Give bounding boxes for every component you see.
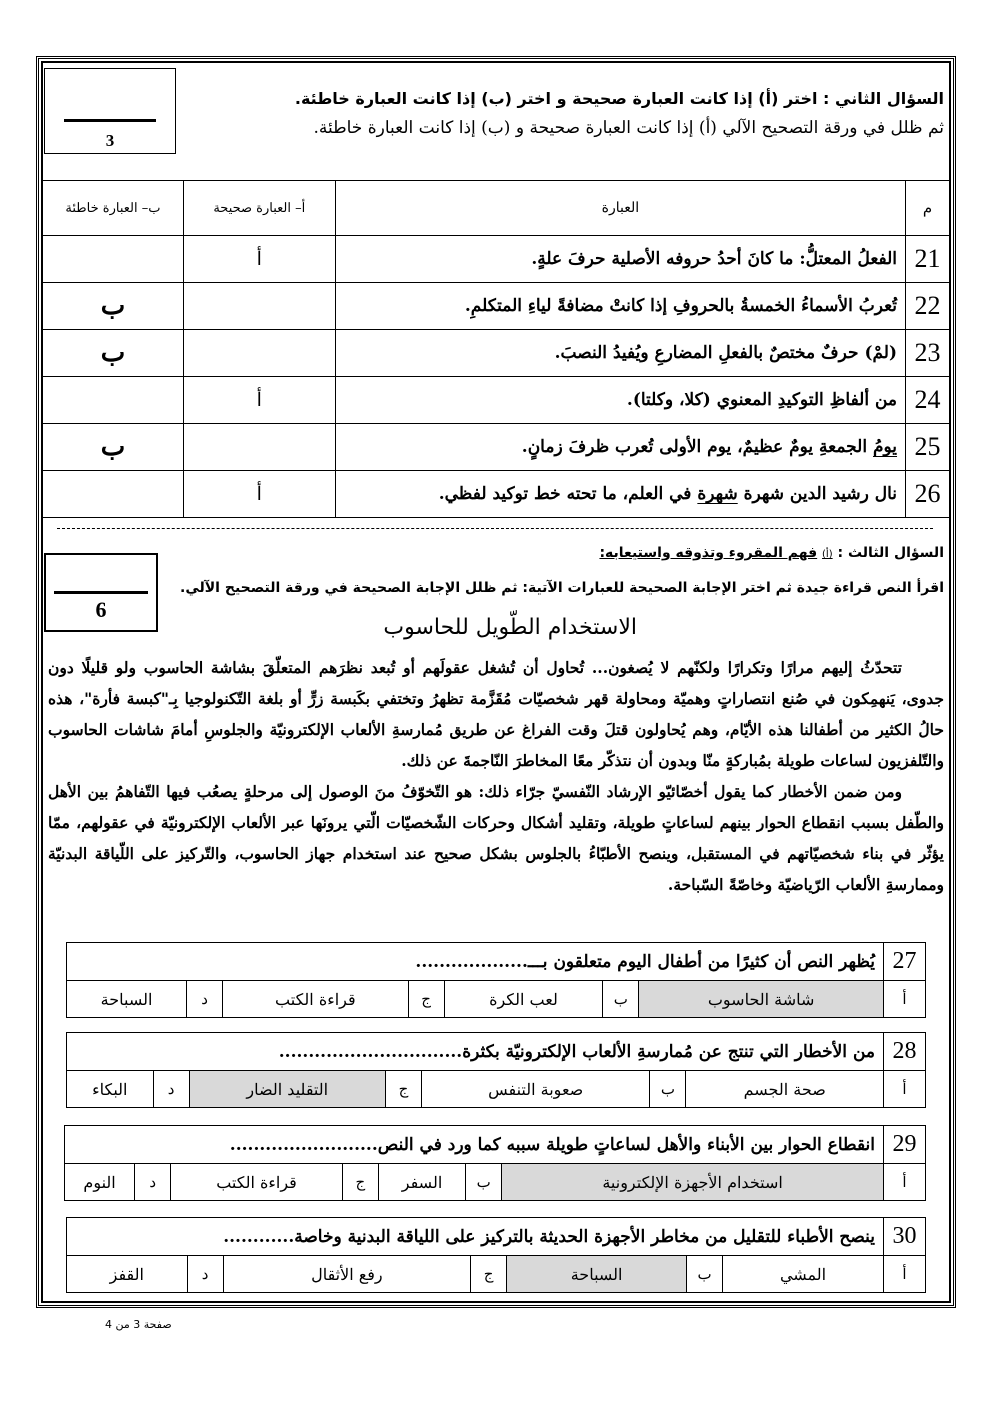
table-header-row (43, 181, 950, 236)
option-letter: د (135, 1164, 171, 1201)
table-row (43, 330, 950, 377)
question3-title (599, 545, 944, 561)
option-d[interactable]: السباحة (67, 981, 187, 1018)
row-statement: (لمْ) حرفٌ مختصٌ بالفعلِ المضارعِ ويُفيدُ النصبَ. (335, 330, 905, 377)
option-c[interactable]: رفع الأثقال (223, 1256, 471, 1293)
section-letter: (أ) (822, 549, 833, 560)
header-statement: العبارة (335, 181, 905, 236)
option-d[interactable]: القفز (67, 1256, 188, 1293)
title-separator: : (832, 545, 848, 561)
question2-header (184, 86, 944, 144)
answer-correct-cell[interactable]: أ (183, 471, 335, 518)
question2-title (184, 86, 944, 112)
option-letter: ب (466, 1164, 502, 1201)
option-letter: أ (884, 981, 926, 1018)
score-value: 3 (105, 131, 115, 150)
score-blank-line (54, 591, 148, 594)
option-a[interactable]: صحة الجسم (686, 1071, 884, 1108)
option-b[interactable]: السباحة (507, 1256, 687, 1293)
option-d[interactable]: النوم (65, 1164, 135, 1201)
row-number: 22 (906, 283, 950, 330)
table-row (43, 283, 950, 330)
question-text: يُظهر النص أن كثيرًا من أطفال اليوم متعلقون بـــ................... (67, 943, 884, 981)
option-letter: ب (687, 1256, 723, 1293)
question-text: انقطاع الحوار بين الأبناء والأهل لساعاتٍ طويلة سببه كما ورد في النص......................... (65, 1126, 884, 1164)
mcq-question-27 (66, 942, 926, 1018)
answer-wrong-cell[interactable] (43, 471, 184, 518)
answer-wrong-cell[interactable]: ب (43, 330, 184, 377)
section-separator (57, 528, 933, 529)
answer-correct-cell[interactable] (183, 424, 335, 471)
option-b[interactable]: السفر (378, 1164, 465, 1201)
option-letter: أ (884, 1071, 926, 1108)
question2-label: السؤال الثاني (835, 89, 944, 108)
option-a[interactable]: المشي (723, 1256, 884, 1293)
option-letter: ج (471, 1256, 507, 1293)
question2-subtitle: ثم ظلل في ورقة التصحيح الآلي (أ) إذا كانت العبارة صحيحة و (ب) إذا كانت العبارة خاطئة. (313, 118, 944, 138)
row-number: 21 (906, 236, 950, 283)
question-number: 28 (884, 1033, 926, 1071)
answer-wrong-cell[interactable]: ب (43, 283, 184, 330)
question-number: 30 (884, 1218, 926, 1256)
underlined-word: شهرة (697, 484, 738, 504)
header-correct: أ– العبارة صحيحة (183, 181, 335, 236)
option-c[interactable]: التقليد الضار (189, 1071, 385, 1108)
passage-paragraph: تتحدّثُ إليهم مرارًا وتكرارًا ولكنّهم لا يُصغون... تُحاول أن تُشغل عقولَهم أو تُبعد نظرَهم المتعلّقَ بشاشة الحاسوب ولو قليلًا دون جدوى، يَنهمِكون في صُنع انتصاراتٍ وهميّة ومحاولة قهر شخصيّات مُقَزَّمة تظهرُ وتختفي بكَبسة زرٍّ أو بلغة التّكنولوجيا بِـ"كبسة فأرة"، هذه حالُ الكثير من أطفالنا هذه الأيّام، وهم يُحاولون قتلَ وقت الفراغ عن طريق مُمارسةِ الألعاب الإلكترونيّة والجلوسِ أمامَ شاشات الحاسوب والتّلفزيون لساعات طويلة بمُباركةٍ منّا وبدون أن نتذكّر معًا المخاطرَ النّاجمةَ عن ذلك. (48, 658, 944, 770)
page-number: صفحة 3 من 4 (105, 1318, 172, 1331)
answer-correct-cell[interactable] (183, 283, 335, 330)
row-number: 23 (906, 330, 950, 377)
question-text: ينصح الأطباء للتقليل من مخاطر الأجهزة الحديثة بالتركيز على اللياقة البدنية وخاصة............ (67, 1218, 884, 1256)
score-blank-line (64, 119, 156, 122)
option-letter: ب (603, 981, 639, 1018)
option-letter: ج (408, 981, 444, 1018)
row-statement: الفعلُ المعتلُّ: ما كانَ أحدُ حروفه الأصلية حرفَ علةٍ. (335, 236, 905, 283)
row-statement: تُعربُ الأسماءُ الخمسةُ بالحروفِ إذا كانتْ مضافةً لياءِ المتكلمِ. (335, 283, 905, 330)
question-text: من الأخطار التي تنتج عن مُمارسةِ الألعاب الإلكترونيّة بكثرة............................... (67, 1033, 884, 1071)
table-row (43, 236, 950, 283)
score-box-question3 (44, 553, 158, 632)
question3-instruction: اقرأ النص قراءة جيدة ثم اختر الإجابة الصحيحة للعبارات الآتية: ثم ظلل الإجابة الصحيحة في ورقة التصحيح الآلي. (180, 580, 944, 596)
title-separator: : (817, 89, 836, 108)
option-letter: ج (385, 1071, 421, 1108)
question-number: 27 (884, 943, 926, 981)
section-title: فهم المقروء وتذوقه واستيعابه: (599, 545, 818, 561)
question2-instruction: اختر (أ) إذا كانت العبارة صحيحة و اختر (ب) إذا كانت العبارة خاطئة. (294, 89, 818, 108)
answer-correct-cell[interactable]: أ (183, 377, 335, 424)
underlined-word: يومُ (872, 437, 898, 457)
answer-correct-cell[interactable] (183, 330, 335, 377)
mcq-question-29 (64, 1125, 926, 1201)
statement-rest: في العلم، ما تحته خط توكيد لفظي. (438, 484, 698, 504)
row-number: 26 (906, 471, 950, 518)
option-letter: أ (884, 1164, 926, 1201)
option-c[interactable]: قراءة الكتب (223, 981, 409, 1018)
option-letter: د (187, 981, 223, 1018)
option-d[interactable]: البكاء (67, 1071, 154, 1108)
table-row (43, 424, 950, 471)
option-letter: د (153, 1071, 189, 1108)
option-b[interactable]: صعوبة التنفس (421, 1071, 649, 1108)
row-number: 25 (906, 424, 950, 471)
header-num: م (906, 181, 950, 236)
question3-label: السؤال الثالث (847, 545, 944, 561)
statement-rest: الجمعةِ يومٌ عظيمٌ، يوم الأولى تُعرب ظرفَ زمانٍ. (521, 437, 873, 457)
row-number: 24 (906, 377, 950, 424)
header-wrong: ب– العبارة خاطئة (43, 181, 184, 236)
row-statement: من ألفاظِ التوكيدِ المعنوي (كلا، وكلتا). (335, 377, 905, 424)
answer-wrong-cell[interactable] (43, 377, 184, 424)
score-value: 6 (95, 597, 107, 622)
option-a[interactable]: شاشة الحاسوب (639, 981, 884, 1018)
option-b[interactable]: لعب الكرة (444, 981, 603, 1018)
statement-pre: نال رشيد الدين شهرة (737, 484, 898, 504)
option-a[interactable]: استخدام الأجهزة الإلكترونية (502, 1164, 884, 1201)
option-letter: أ (884, 1256, 926, 1293)
reading-text-title: الاستخدام الطّويل للحاسوب (383, 615, 637, 640)
reading-passage (48, 652, 944, 900)
row-statement (335, 471, 905, 518)
table-row (43, 471, 950, 518)
option-c[interactable]: قراءة الكتب (171, 1164, 343, 1201)
answer-wrong-cell[interactable] (43, 236, 184, 283)
answer-wrong-cell[interactable]: ب (43, 424, 184, 471)
true-false-table (42, 180, 950, 518)
table-row (43, 377, 950, 424)
row-statement (335, 424, 905, 471)
option-letter: د (187, 1256, 223, 1293)
option-letter: ب (650, 1071, 686, 1108)
answer-correct-cell[interactable]: أ (183, 236, 335, 283)
option-letter: ج (342, 1164, 378, 1201)
mcq-question-30 (66, 1217, 926, 1293)
mcq-question-28 (66, 1032, 926, 1108)
passage-paragraph: ومن ضمن الأخطار كما يقول أخصّائيّو الإرشاد النّفسيّ جرّاء ذلك: هو التّخوّفُ منَ الوصول إلى مرحلةٍ يصعُب فيها التّفاهمُ بين الأهل والطّفل بسبب انقطاع الحوار بينهم لساعاتٍ طويلة، وتقليد أشكال وحركات الشّخصيّات الّتي يرونَها عبر الألعاب الإلكترونيّة في عقولهم، ممّا يؤثّر في بناء شخصيّاتهم في المستقبل، وينصح الأطبّاءُ بالجلوس بشكل صحيح عند استخدام جهاز الحاسوب، والتّركيز على اللّياقة البدنيّة وممارسةِ الألعاب الرّياضيّة وخاصّةً السّباحة. (48, 782, 944, 894)
score-box-question2 (44, 68, 176, 154)
question-number: 29 (884, 1126, 926, 1164)
